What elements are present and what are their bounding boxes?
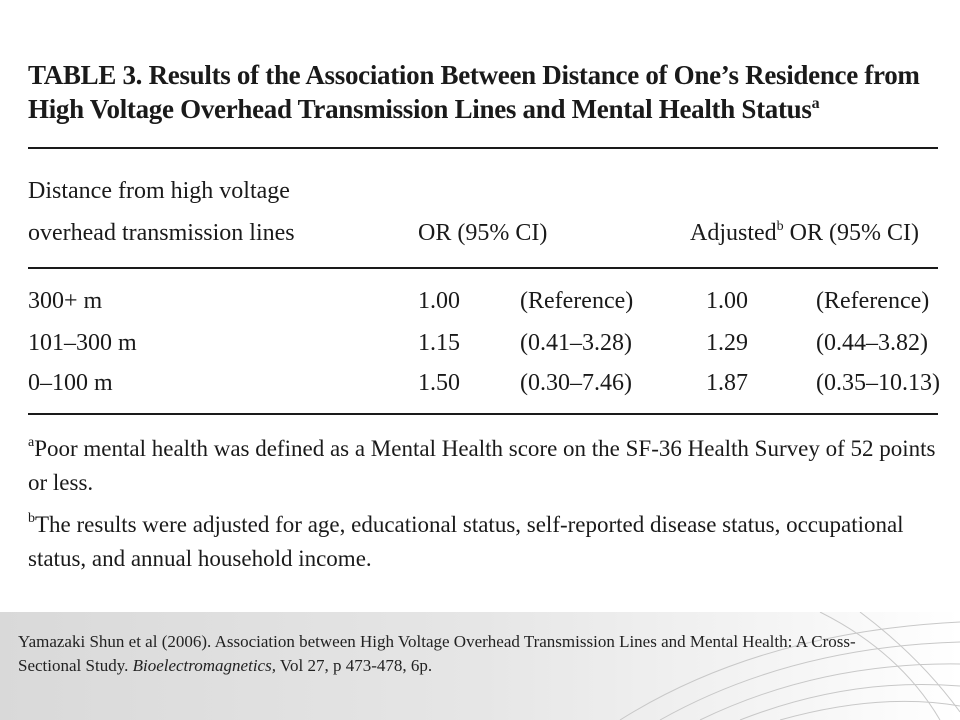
- footnote-b: $^b$The results were adjusted for age, educational status, self-reported disease status, occupational status, and annual household income.: [28, 511, 904, 571]
- table-title: TABLE 3. Results of the Association Between Distance of One’s Residence from High Voltage Overhead Transmission Lines and Mental Health Status$^a$: [28, 60, 920, 124]
- title-footnote-mark: a: [811, 95, 820, 112]
- header-distance-line2: overhead transmission lines: [28, 220, 295, 246]
- row2-distance: 101–300 m: [28, 330, 137, 356]
- row2-or: 1.15: [418, 330, 460, 356]
- row3-adj-or: 1.87: [706, 370, 748, 396]
- row2-adj-ci: (0.44–3.82): [816, 330, 928, 356]
- row1-adj-or: 1.00: [706, 288, 748, 314]
- citation-band: [0, 612, 960, 720]
- row2-adj-or: 1.29: [706, 330, 748, 356]
- row3-or: 1.50: [418, 370, 460, 396]
- row1-adj-ci: (Reference): [816, 288, 930, 314]
- citation: Yamazaki Shun et al (2006). Association between High Voltage Overhead Transmission Lines and Mental Health: A Cross-Sectional Study. Bioelectromagnetics, Vol 27, p 473-478, 6p.: [18, 632, 856, 675]
- citation-journal: Bioelectromagnetics,: [132, 656, 276, 675]
- footnote-a: $^a$Poor mental health was defined as a Mental Health score on the SF-36 Health Survey of 52 points or less.: [28, 435, 936, 495]
- bottom-rule: [28, 413, 938, 415]
- row2-ci: (0.41–3.28): [520, 330, 632, 356]
- row1-ci: (Reference): [520, 288, 634, 314]
- top-rule: [28, 147, 938, 149]
- row1-or: 1.00: [418, 288, 460, 314]
- header-adjusted-or: Adjusted$^b$ OR (95% CI): [690, 219, 919, 246]
- row3-ci: (0.30–7.46): [520, 370, 632, 396]
- header-distance-line1: Distance from high voltage: [28, 178, 290, 204]
- header-or: OR (95% CI): [418, 220, 548, 246]
- row3-distance: 0–100 m: [28, 370, 113, 396]
- header-rule: [28, 267, 938, 269]
- row1-distance: 300+ m: [28, 288, 103, 314]
- row3-adj-ci: (0.35–10.13): [816, 370, 940, 396]
